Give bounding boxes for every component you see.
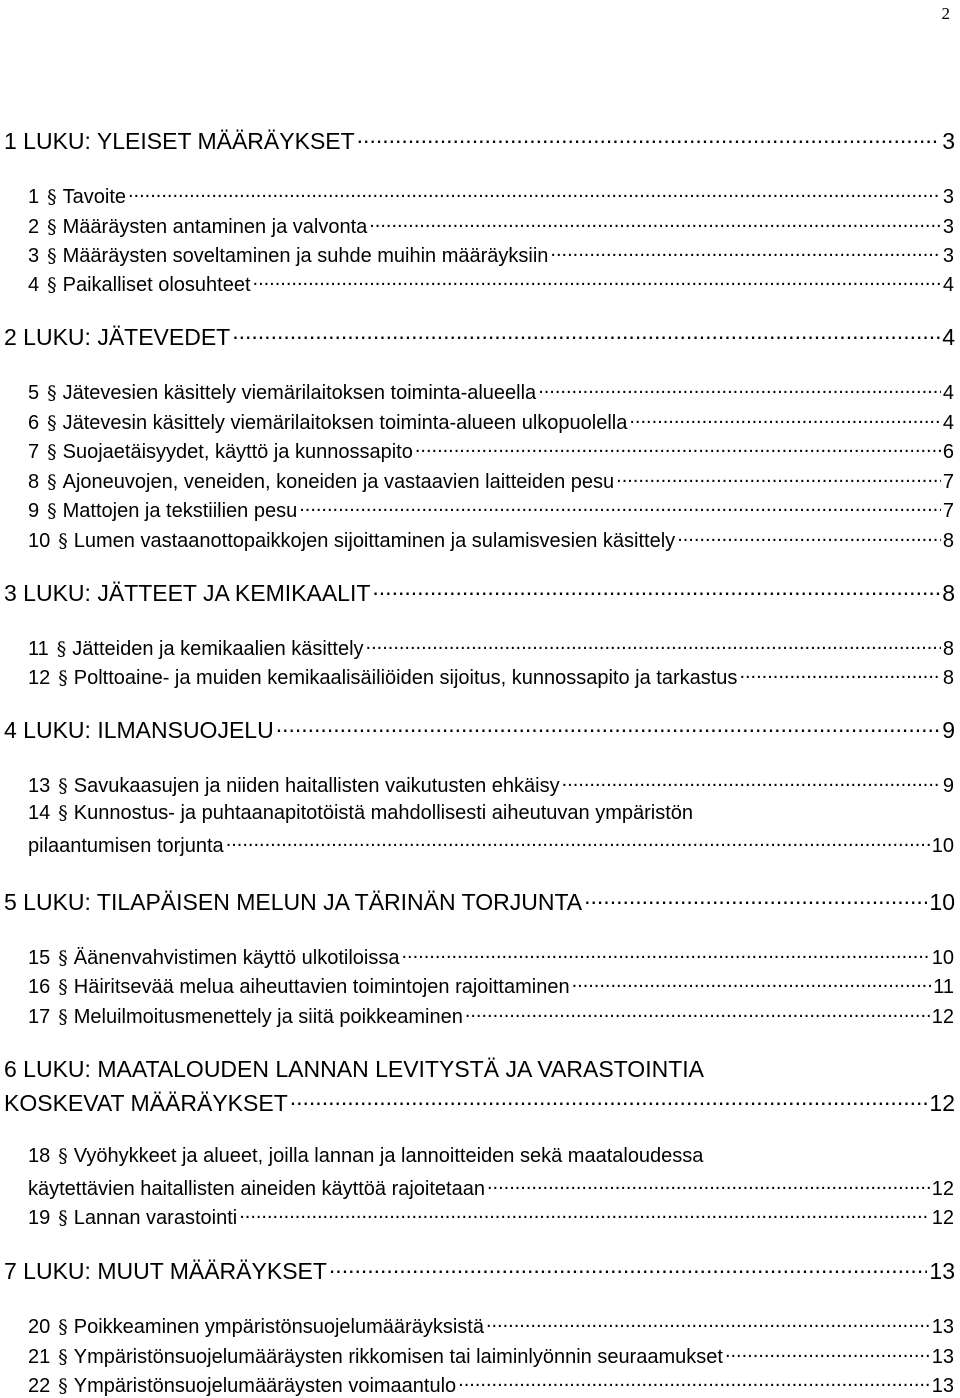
- page-reference: 7: [942, 500, 954, 522]
- chapter-title: KOSKEVAT MÄÄRÄYKSET: [4, 1090, 288, 1116]
- section-title: pilaantumisen torjunta: [28, 835, 224, 857]
- page-reference: 9: [942, 775, 954, 797]
- page-reference: 9: [942, 717, 955, 743]
- toc-line: [0, 1145, 960, 1168]
- page-reference: 3: [942, 216, 954, 238]
- section-title: Meluilmoitusmenettely ja siitä poikkeaminen: [73, 1006, 463, 1028]
- dot-leader: [458, 1372, 930, 1392]
- toc-line: [0, 1088, 960, 1117]
- dot-leader: [487, 1175, 930, 1195]
- section-sign: §: [58, 530, 68, 552]
- section-title: Jätevesien käsittely viemärilaitoksen toiminta-alueella: [62, 382, 537, 404]
- toc-line: [0, 497, 960, 523]
- section-title: Mattojen ja tekstiilien pesu: [62, 500, 298, 522]
- toc-line: [0, 271, 960, 297]
- section-title: Kunnostus- ja puhtaanapitotöistä mahdollisesti aiheutuvan ympäristön: [73, 802, 694, 824]
- toc-line: [0, 438, 960, 464]
- section-title: Ympäristönsuojelumääräysten rikkomisen tai laiminlyönnin seuraamukset: [73, 1346, 723, 1368]
- page-reference: 8: [942, 580, 955, 606]
- section-number: 16: [28, 976, 51, 998]
- section-title: Paikalliset olosuhteet: [62, 274, 251, 296]
- section-title: Lannan varastointi: [73, 1207, 238, 1229]
- toc-line: [0, 802, 960, 825]
- page-reference: 10: [931, 835, 954, 857]
- toc-line: [0, 468, 960, 494]
- page-reference: 4: [942, 382, 954, 404]
- page-reference: 3: [942, 245, 954, 267]
- section-title: Jätteiden ja kemikaalien käsittely: [72, 638, 364, 660]
- dot-leader: [415, 438, 941, 458]
- section-number: 8: [28, 471, 40, 493]
- section-sign: §: [47, 186, 57, 208]
- section-title: Suojaetäisyydet, käyttö ja kunnossapito: [62, 441, 413, 463]
- dot-leader: [226, 832, 930, 852]
- section-title: Tavoite: [62, 186, 126, 208]
- section-title: Vyöhykkeet ja alueet, joilla lannan ja lannoitteiden sekä maataloudessa: [73, 1145, 704, 1167]
- section-number: 4: [28, 274, 40, 296]
- dot-leader: [677, 527, 941, 547]
- toc-line: [0, 213, 960, 239]
- toc-line: [0, 1204, 960, 1230]
- dot-leader: [372, 578, 940, 601]
- section-title: Ajoneuvojen, veneiden, koneiden ja vastaavien laitteiden pesu: [62, 471, 615, 493]
- dot-leader: [538, 379, 941, 399]
- section-sign: §: [58, 1316, 68, 1338]
- section-sign: §: [58, 802, 68, 824]
- page-reference: 13: [931, 1375, 954, 1397]
- toc-line: [0, 1313, 960, 1339]
- section-sign: §: [58, 947, 68, 969]
- section-title: Lumen vastaanottopaikkojen sijoittaminen ja sulamisvesien käsittely: [73, 530, 676, 552]
- dot-leader: [290, 1088, 928, 1111]
- section-number: 7: [28, 441, 40, 463]
- dot-leader: [357, 126, 941, 149]
- toc-line: [0, 1343, 960, 1369]
- section-sign: §: [58, 1207, 68, 1229]
- dot-leader: [739, 664, 940, 684]
- page-reference: 13: [931, 1316, 954, 1338]
- dot-leader: [239, 1204, 930, 1224]
- chapter-title: 5 LUKU: TILAPÄISEN MELUN JA TÄRINÄN TORJUNTA: [4, 889, 583, 915]
- dot-leader: [369, 213, 941, 233]
- dot-leader: [616, 468, 941, 488]
- page-reference: 3: [942, 128, 955, 154]
- section-number: 21: [28, 1346, 51, 1368]
- section-number: 3: [28, 245, 40, 267]
- toc-line: [0, 1256, 960, 1285]
- page-reference: 12: [931, 1207, 954, 1229]
- dot-leader: [401, 944, 929, 964]
- section-number: 11: [28, 638, 49, 660]
- dot-leader: [128, 183, 941, 203]
- toc-line: [0, 409, 960, 435]
- section-sign: §: [58, 775, 68, 797]
- toc-line: [0, 973, 960, 999]
- page-reference: 13: [929, 1258, 955, 1284]
- section-title: Määräysten antaminen ja valvonta: [62, 216, 368, 238]
- toc-line: [0, 1003, 960, 1029]
- section-number: 20: [28, 1316, 51, 1338]
- toc-line: [0, 1175, 960, 1201]
- page-reference: 8: [942, 530, 954, 552]
- section-sign: §: [58, 976, 68, 998]
- section-title: Äänenvahvistimen käyttö ulkotiloissa: [73, 947, 400, 969]
- dot-leader: [366, 635, 941, 655]
- section-number: 14: [28, 802, 51, 824]
- dot-leader: [725, 1343, 930, 1363]
- section-title: Savukaasujen ja niiden haitallisten vaikutusten ehkäisy: [73, 775, 560, 797]
- toc-line: [0, 832, 960, 858]
- section-number: 2: [28, 216, 40, 238]
- section-number: 5: [28, 382, 40, 404]
- section-sign: §: [56, 638, 67, 660]
- page-reference: 4: [942, 274, 954, 296]
- section-sign: §: [47, 441, 57, 463]
- dot-leader: [562, 772, 941, 792]
- section-number: 12: [28, 667, 51, 689]
- section-sign: §: [47, 216, 57, 238]
- dot-leader: [299, 497, 941, 517]
- page-reference: 10: [929, 889, 955, 915]
- section-number: 9: [28, 500, 40, 522]
- dot-leader: [253, 271, 941, 291]
- page-reference: 10: [931, 947, 954, 969]
- chapter-title: 7 LUKU: MUUT MÄÄRÄYKSET: [4, 1258, 327, 1284]
- toc-line: [0, 1372, 960, 1398]
- page-reference: 6: [942, 441, 954, 463]
- section-number: 19: [28, 1207, 51, 1229]
- dot-leader: [486, 1313, 930, 1333]
- page-reference: 7: [942, 471, 954, 493]
- section-title: käytettävien haitallisten aineiden käyttöä rajoitetaan: [28, 1178, 485, 1200]
- section-sign: §: [47, 245, 57, 267]
- page-reference: 12: [931, 1006, 954, 1028]
- section-title: Ympäristönsuojelumääräysten voimaantulo: [73, 1375, 457, 1397]
- section-sign: §: [58, 1346, 68, 1368]
- chapter-title: 6 LUKU: MAATALOUDEN LANNAN LEVITYSTÄ JA VARASTOINTIA: [4, 1056, 704, 1082]
- section-sign: §: [58, 1006, 68, 1028]
- toc-line: [0, 1056, 960, 1083]
- chapter-title: 1 LUKU: YLEISET MÄÄRÄYKSET: [4, 128, 355, 154]
- dot-leader: [584, 887, 927, 910]
- section-number: 15: [28, 947, 51, 969]
- page-reference: 12: [929, 1090, 955, 1116]
- chapter-title: 2 LUKU: JÄTEVEDET: [4, 324, 231, 350]
- toc-line: [0, 944, 960, 970]
- section-sign: §: [47, 412, 57, 434]
- dot-leader: [232, 322, 940, 345]
- page-reference: 3: [942, 186, 954, 208]
- chapter-title: 3 LUKU: JÄTTEET JA KEMIKAALIT: [4, 580, 371, 606]
- section-number: 13: [28, 775, 51, 797]
- toc-line: [0, 527, 960, 553]
- section-sign: §: [47, 471, 57, 493]
- toc-line: [0, 887, 960, 916]
- toc-line: [0, 664, 960, 690]
- dot-leader: [629, 409, 941, 429]
- page-reference: 8: [942, 638, 954, 660]
- section-number: 6: [28, 412, 40, 434]
- section-title: Määräysten soveltaminen ja suhde muihin määräyksiin: [62, 245, 549, 267]
- section-sign: §: [47, 382, 57, 404]
- dot-leader: [572, 973, 932, 993]
- page-reference: 13: [931, 1346, 954, 1368]
- toc-line: [0, 242, 960, 268]
- section-sign: §: [58, 1375, 68, 1397]
- page-reference: 4: [942, 324, 955, 350]
- dot-leader: [465, 1003, 930, 1023]
- section-number: 18: [28, 1145, 51, 1167]
- toc-line: [0, 715, 960, 744]
- section-sign: §: [58, 667, 68, 689]
- section-title: Jätevesin käsittely viemärilaitoksen toiminta-alueen ulkopuolella: [62, 412, 628, 434]
- section-number: 10: [28, 530, 51, 552]
- section-number: 1: [28, 186, 40, 208]
- section-sign: §: [58, 1145, 68, 1167]
- section-sign: §: [47, 274, 57, 296]
- section-sign: §: [47, 500, 57, 522]
- page-number: 2: [941, 4, 950, 23]
- toc-line: [0, 578, 960, 607]
- toc-line: [0, 379, 960, 405]
- section-title: Poikkeaminen ympäristönsuojelumääräyksistä: [73, 1316, 484, 1338]
- page-reference: 11: [933, 976, 954, 998]
- section-number: 17: [28, 1006, 51, 1028]
- section-title: Polttoaine- ja muiden kemikaalisäiliöiden sijoitus, kunnossapito ja tarkastus: [73, 667, 738, 689]
- page-reference: 4: [942, 412, 954, 434]
- page-reference: 12: [931, 1178, 954, 1200]
- toc-line: [0, 322, 960, 351]
- toc-line: [0, 772, 960, 798]
- chapter-title: 4 LUKU: ILMANSUOJELU: [4, 717, 274, 743]
- toc-line: [0, 635, 960, 661]
- toc-line: [0, 183, 960, 209]
- section-title: Häiritsevää melua aiheuttavien toimintojen rajoittaminen: [73, 976, 570, 998]
- toc-line: [0, 126, 960, 155]
- dot-leader: [276, 715, 941, 738]
- section-number: 22: [28, 1375, 51, 1397]
- dot-leader: [329, 1256, 927, 1279]
- dot-leader: [550, 242, 940, 262]
- page-reference: 8: [942, 667, 954, 689]
